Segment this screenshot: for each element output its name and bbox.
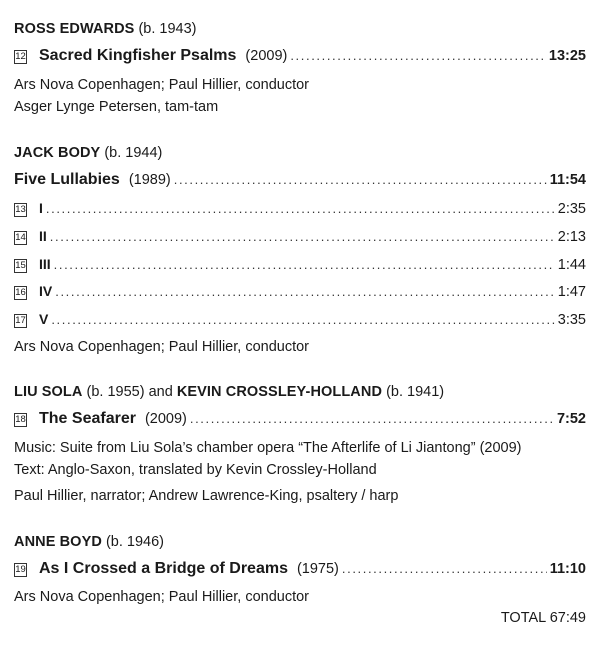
dot-leader xyxy=(190,411,554,426)
track-year: (2009) xyxy=(144,411,187,427)
composer-dates: (b. 1946) xyxy=(105,534,164,550)
track-number: 12 xyxy=(15,51,26,62)
movement-duration: 1:44 xyxy=(557,257,586,273)
dot-leader xyxy=(50,229,555,244)
track-duration: 11:10 xyxy=(549,561,586,577)
movement-row[interactable] xyxy=(14,311,586,329)
dot-leader xyxy=(174,172,547,187)
composer-heading xyxy=(14,384,444,400)
work-year: (1989) xyxy=(128,172,171,188)
movement-row[interactable] xyxy=(14,256,586,274)
work-duration: 11:54 xyxy=(549,172,586,188)
track-row[interactable] xyxy=(14,560,586,578)
composer-name: ROSS EDWARDS xyxy=(14,21,135,37)
movement-row[interactable] xyxy=(14,200,586,218)
composer-heading xyxy=(14,21,197,37)
track-number: 15 xyxy=(15,260,26,271)
work-title: Five Lullabies xyxy=(14,171,120,188)
movement-title: II xyxy=(39,228,47,244)
performer-line: Ars Nova Copenhagen; Paul Hillier, conductor xyxy=(14,589,309,605)
movement-title: III xyxy=(39,256,51,272)
composer-name: JACK BODY xyxy=(14,145,101,161)
dot-leader xyxy=(51,312,554,327)
performer-line: Asger Lynge Petersen, tam-tam xyxy=(14,99,219,115)
track-duration: 7:52 xyxy=(556,411,586,427)
movement-title: V xyxy=(39,311,49,327)
composer-name: KEVIN CROSSLEY-HOLLAND xyxy=(176,384,383,400)
total-duration: TOTAL 67:49 xyxy=(500,610,586,626)
track-number: 18 xyxy=(15,414,26,425)
movement-duration: 2:35 xyxy=(557,201,586,217)
work-row xyxy=(14,171,586,189)
composer-heading xyxy=(14,534,164,550)
track-number: 19 xyxy=(15,564,26,575)
performer-line: Ars Nova Copenhagen; Paul Hillier, conductor xyxy=(14,339,309,355)
track-year: (1975) xyxy=(296,561,339,577)
performer-line: Paul Hillier, narrator; Andrew Lawrence-King, psaltery / harp xyxy=(14,488,399,504)
movement-duration: 1:47 xyxy=(557,284,586,300)
dot-leader xyxy=(46,201,555,216)
track-number: 14 xyxy=(15,232,26,243)
track-number: 16 xyxy=(15,287,26,298)
track-number: 17 xyxy=(15,315,26,326)
dot-leader xyxy=(290,48,546,63)
track-year: (2009) xyxy=(245,48,288,64)
composer-dates: (b. 1944) xyxy=(104,145,163,161)
track-duration: 13:25 xyxy=(548,48,586,64)
composer-heading xyxy=(14,145,162,161)
dot-leader xyxy=(54,257,555,272)
composer-dates: (b. 1943) xyxy=(138,21,197,37)
movement-row[interactable] xyxy=(14,283,586,301)
composer-joiner: and xyxy=(148,384,173,400)
track-title: Sacred Kingfisher Psalms xyxy=(39,47,237,64)
note-line: Text: Anglo-Saxon, translated by Kevin Crossley-Holland xyxy=(14,462,377,478)
performer-line: Ars Nova Copenhagen; Paul Hillier, conductor xyxy=(14,77,309,93)
movement-title: IV xyxy=(39,283,53,299)
movement-duration: 3:35 xyxy=(557,312,586,328)
composer-name: ANNE BOYD xyxy=(14,534,102,550)
track-row[interactable] xyxy=(14,410,586,428)
composer-dates: (b. 1955) xyxy=(86,384,145,400)
dot-leader xyxy=(55,284,555,299)
composer-name: LIU SOLA xyxy=(14,384,83,400)
composer-dates: (b. 1941) xyxy=(386,384,445,400)
dot-leader xyxy=(342,561,547,576)
note-line: Music: Suite from Liu Sola’s chamber opera “The Afterlife of Li Jiantong” (2009) xyxy=(14,440,522,456)
movement-duration: 2:13 xyxy=(557,229,586,245)
track-title: The Seafarer xyxy=(39,410,136,427)
track-row[interactable] xyxy=(14,47,586,65)
track-title: As I Crossed a Bridge of Dreams xyxy=(39,560,288,577)
movement-row[interactable] xyxy=(14,228,586,246)
track-number: 13 xyxy=(15,204,26,215)
movement-title: I xyxy=(39,200,43,216)
